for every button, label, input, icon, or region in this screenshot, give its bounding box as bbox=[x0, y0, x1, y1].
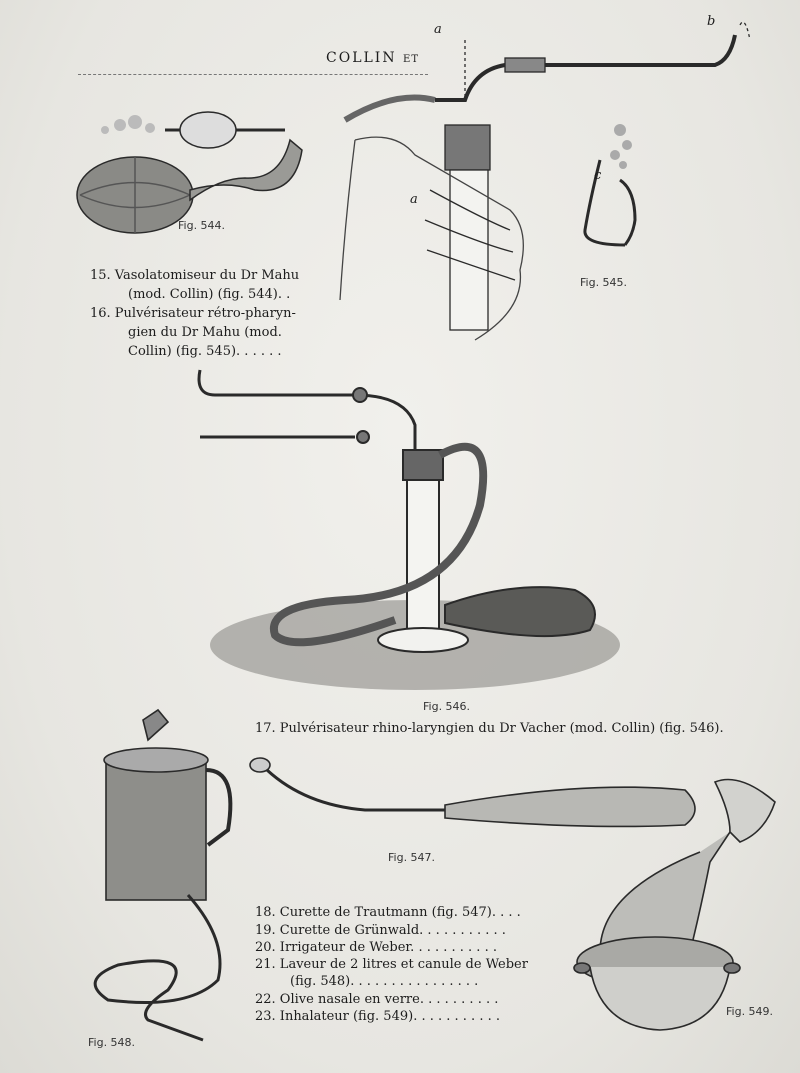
caption-fig-546: Fig. 546. bbox=[423, 700, 471, 713]
caption-fig-545: Fig. 545. bbox=[580, 276, 628, 289]
caption-fig-544: Fig. 544. bbox=[178, 219, 226, 232]
fig-549-illustration bbox=[570, 772, 785, 1037]
item-15-line2: (mod. Collin) (fig. 544). . bbox=[128, 287, 291, 302]
label-a-top: a bbox=[434, 22, 442, 37]
item-19: 19. Curette de Grünwald. . . . . . . . . . . bbox=[255, 923, 506, 938]
item-22: 22. Olive nasale en verre. . . . . . . . . . bbox=[255, 992, 499, 1007]
item-15-line1: 15. Vasolatomiseur du Dr Mahu bbox=[90, 268, 300, 283]
item-17: 17. Pulvérisateur rhino-laryngien du Dr Vacher (mod. Collin) (fig. 546). bbox=[255, 721, 724, 736]
label-b: b bbox=[707, 14, 716, 29]
label-c: c bbox=[594, 168, 602, 183]
item-21-line1: 21. Laveur de 2 litres et canule de Weber bbox=[255, 957, 528, 972]
item-21-line2: (fig. 548). . . . . . . . . . . . . . . . bbox=[290, 974, 479, 989]
item-18: 18. Curette de Trautmann (fig. 547). . . . bbox=[255, 905, 521, 920]
caption-fig-547: Fig. 547. bbox=[388, 851, 436, 864]
label-a-mid: a bbox=[410, 192, 418, 207]
item-20: 20. Irrigateur de Weber. . . . . . . . . . . bbox=[255, 940, 497, 955]
item-16-line2: gien du Dr Mahu (mod. bbox=[128, 325, 282, 340]
header-suffix: ET bbox=[403, 54, 420, 65]
header-title: COLLIN bbox=[326, 50, 397, 66]
fig-546-illustration bbox=[195, 365, 635, 695]
item-23: 23. Inhalateur (fig. 549). . . . . . . . . . . bbox=[255, 1009, 500, 1024]
caption-fig-549: Fig. 549. bbox=[726, 1005, 774, 1018]
item-16-line1: 16. Pulvérisateur rétro-pharyn- bbox=[90, 306, 296, 321]
item-16-line3: Collin) (fig. 545). . . . . . bbox=[128, 344, 282, 359]
fig-545-illustration bbox=[335, 20, 765, 350]
caption-fig-548: Fig. 548. bbox=[88, 1036, 136, 1049]
fig-544-illustration bbox=[40, 100, 310, 240]
fig-548-illustration bbox=[68, 710, 248, 1055]
